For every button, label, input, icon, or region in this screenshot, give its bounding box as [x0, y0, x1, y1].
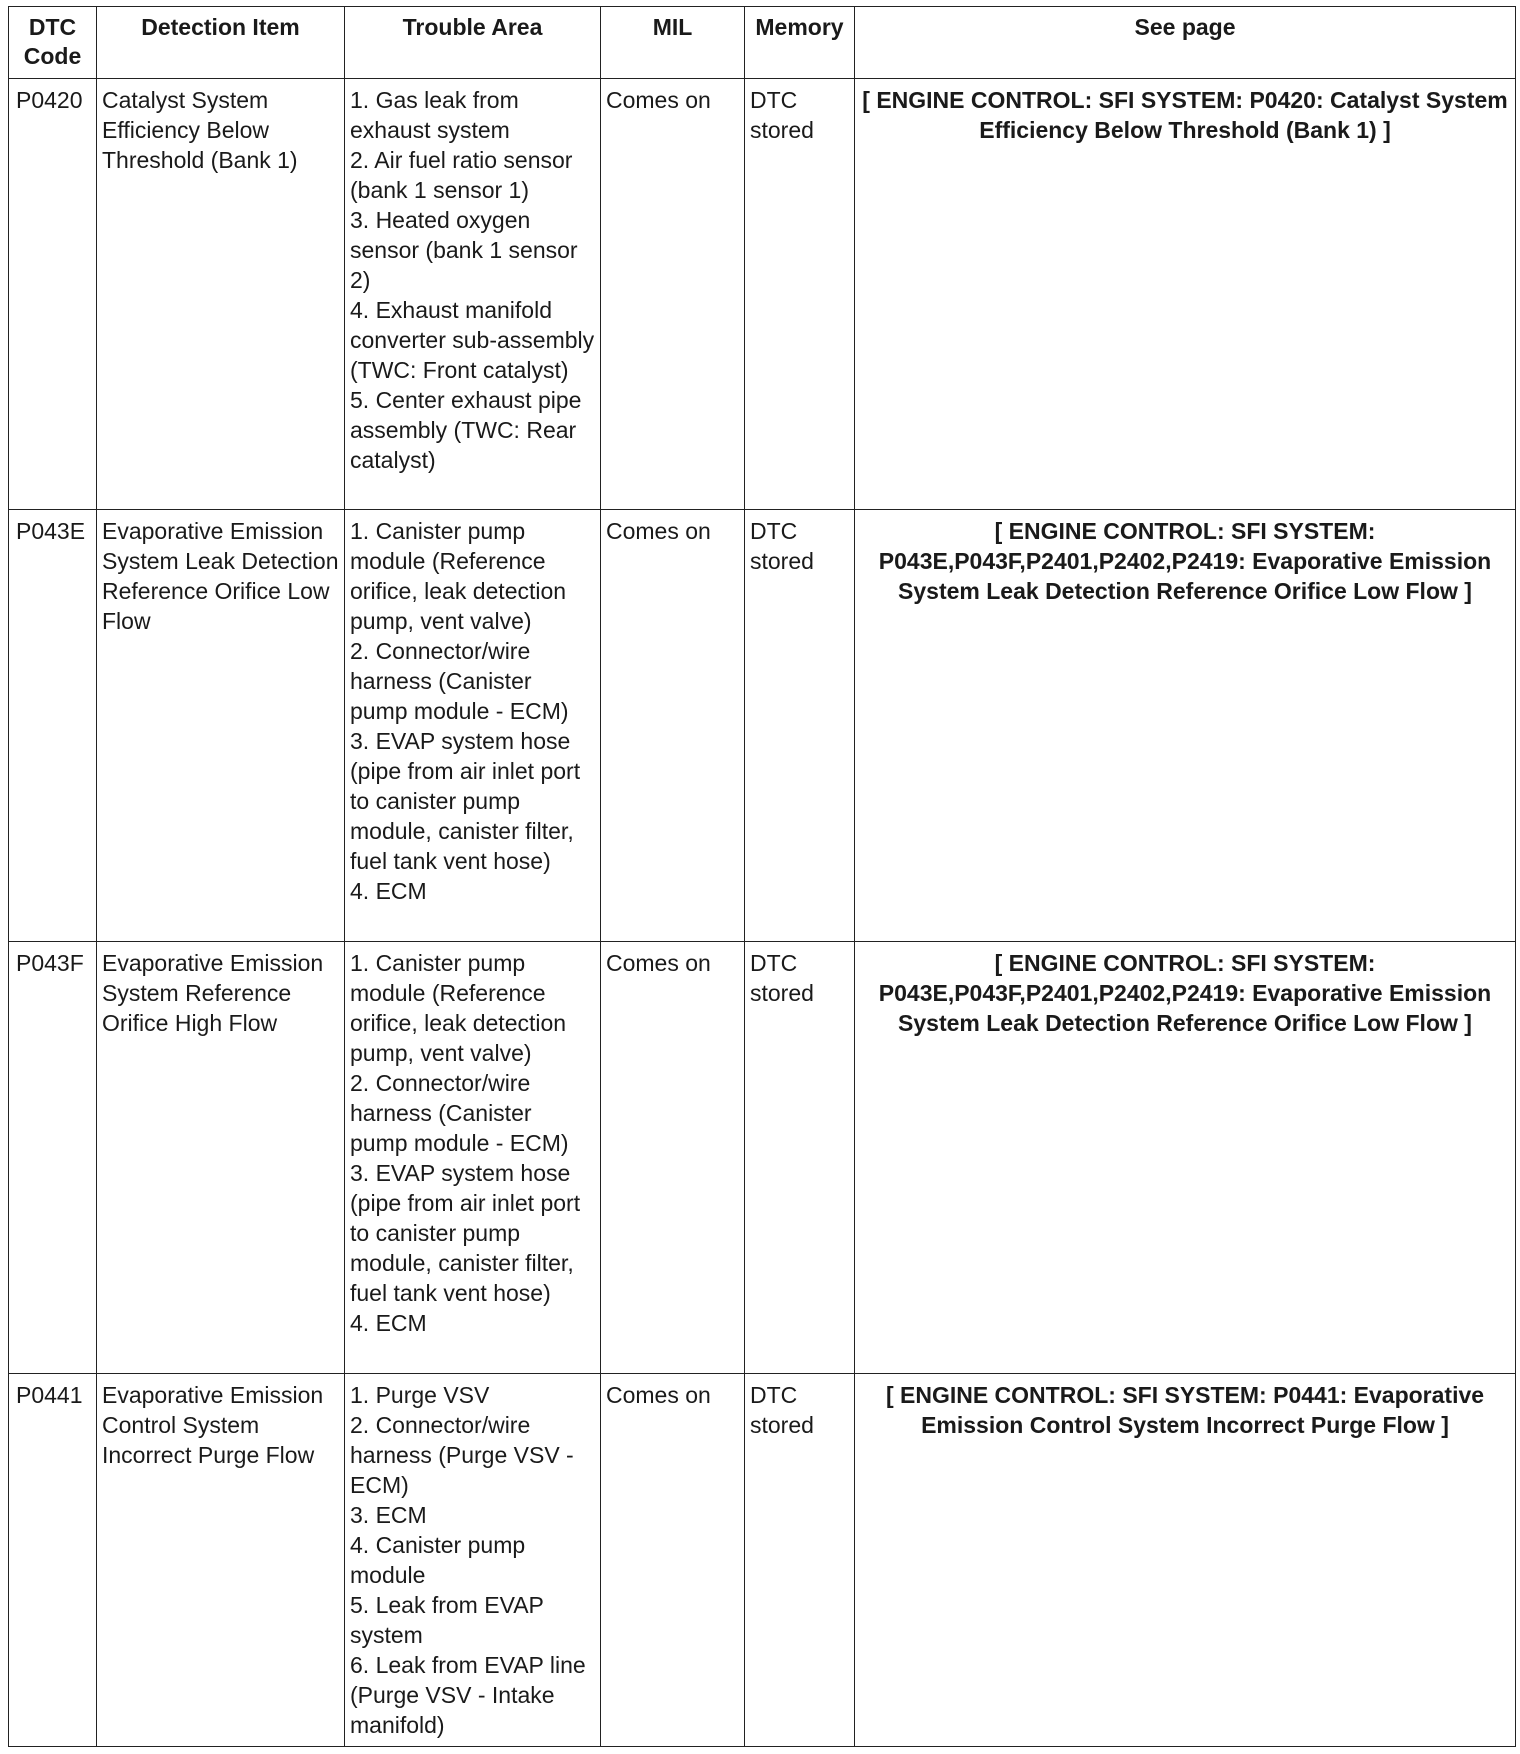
detection-item-cell: Evaporative Emission System Leak Detection Reference Orifice Low Flow: [97, 510, 345, 942]
trouble-area-item: 1. Gas leak from exhaust system: [350, 87, 519, 143]
table-row: [9, 942, 1516, 1374]
trouble-area-cell: [345, 510, 601, 942]
trouble-area-item: 4. Canister pump module: [350, 1532, 526, 1588]
trouble-area-item: 2. Air fuel ratio sensor (bank 1 sensor 1): [350, 147, 573, 203]
trouble-area-item: 2. Connector/wire harness (Purge VSV - ECM): [350, 1412, 574, 1498]
dtc-code-cell: P0441: [9, 1374, 97, 1747]
see-page-cell: [855, 79, 1516, 510]
trouble-area-cell: [345, 1374, 601, 1747]
table-header-row: [9, 7, 1516, 79]
header-dtc-code-line1: DTC: [28, 14, 77, 40]
see-page-link[interactable]: [ ENGINE CONTROL: SFI SYSTEM: P0441: Evaporative Emission Control System Incorrect Purge Flow ]: [885, 1382, 1485, 1438]
header-dtc-code: [9, 7, 97, 79]
header-detection-item: Detection Item: [97, 7, 345, 79]
mil-cell: Comes on: [601, 79, 745, 510]
trouble-area-item: 2. Connector/wire harness (Canister pump module - ECM): [350, 1070, 569, 1156]
dtc-code-cell: P0420: [9, 79, 97, 510]
trouble-area-item: 1. Purge VSV: [350, 1382, 490, 1408]
memory-cell: DTC stored: [745, 1374, 855, 1747]
mil-cell: Comes on: [601, 1374, 745, 1747]
dtc-code-cell: P043E: [9, 510, 97, 942]
memory-cell: DTC stored: [745, 942, 855, 1374]
dtc-table: [8, 6, 1516, 1747]
trouble-area-item: 5. Leak from EVAP system: [350, 1592, 544, 1648]
trouble-area-item: 1. Canister pump module (Reference orifice, leak detection pump, vent valve): [350, 950, 567, 1066]
trouble-area-item: 4. ECM: [350, 1310, 427, 1336]
table-row: [9, 79, 1516, 510]
header-dtc-code-line2: Code: [23, 43, 82, 69]
header-trouble-area: Trouble Area: [345, 7, 601, 79]
dtc-code-cell: P043F: [9, 942, 97, 1374]
detection-item-cell: Catalyst System Efficiency Below Threshold (Bank 1): [97, 79, 345, 510]
trouble-area-item: 4. Exhaust manifold converter sub-assembly (TWC: Front catalyst): [350, 297, 595, 383]
header-mil: MIL: [601, 7, 745, 79]
trouble-area-item: 3. EVAP system hose (pipe from air inlet port to canister pump module, canister filter, fuel tank vent hose): [350, 1160, 581, 1306]
trouble-area-item: 5. Center exhaust pipe assembly (TWC: Rear catalyst): [350, 387, 582, 473]
trouble-area-item: 1. Canister pump module (Reference orifice, leak detection pump, vent valve): [350, 518, 567, 634]
detection-item-cell: Evaporative Emission Control System Incorrect Purge Flow: [97, 1374, 345, 1747]
header-see-page: See page: [855, 7, 1516, 79]
table-row: [9, 510, 1516, 942]
trouble-area-item: 3. ECM: [350, 1502, 427, 1528]
see-page-link[interactable]: [ ENGINE CONTROL: SFI SYSTEM: P043E,P043F,P2401,P2402,P2419: Evaporative Emission System Leak Detection Reference Orifice Low Flow ]: [878, 518, 1492, 604]
trouble-area-item: 2. Connector/wire harness (Canister pump module - ECM): [350, 638, 569, 724]
see-page-link[interactable]: [ ENGINE CONTROL: SFI SYSTEM: P043E,P043F,P2401,P2402,P2419: Evaporative Emission System Leak Detection Reference Orifice Low Flow ]: [878, 950, 1492, 1036]
trouble-area-cell: [345, 942, 601, 1374]
see-page-cell: [855, 510, 1516, 942]
see-page-cell: [855, 1374, 1516, 1747]
memory-cell: DTC stored: [745, 79, 855, 510]
trouble-area-item: 3. EVAP system hose (pipe from air inlet port to canister pump module, canister filter, fuel tank vent hose): [350, 728, 581, 874]
trouble-area-item: 3. Heated oxygen sensor (bank 1 sensor 2): [350, 207, 578, 293]
mil-cell: Comes on: [601, 510, 745, 942]
see-page-link[interactable]: [ ENGINE CONTROL: SFI SYSTEM: P0420: Catalyst System Efficiency Below Threshold (Bank 1) ]: [862, 87, 1508, 143]
table-row: [9, 1374, 1516, 1747]
see-page-cell: [855, 942, 1516, 1374]
detection-item-cell: Evaporative Emission System Reference Orifice High Flow: [97, 942, 345, 1374]
trouble-area-cell: [345, 79, 601, 510]
memory-cell: DTC stored: [745, 510, 855, 942]
trouble-area-item: 6. Leak from EVAP line (Purge VSV - Intake manifold): [350, 1652, 586, 1738]
header-memory: Memory: [745, 7, 855, 79]
trouble-area-item: 4. ECM: [350, 878, 427, 904]
mil-cell: Comes on: [601, 942, 745, 1374]
